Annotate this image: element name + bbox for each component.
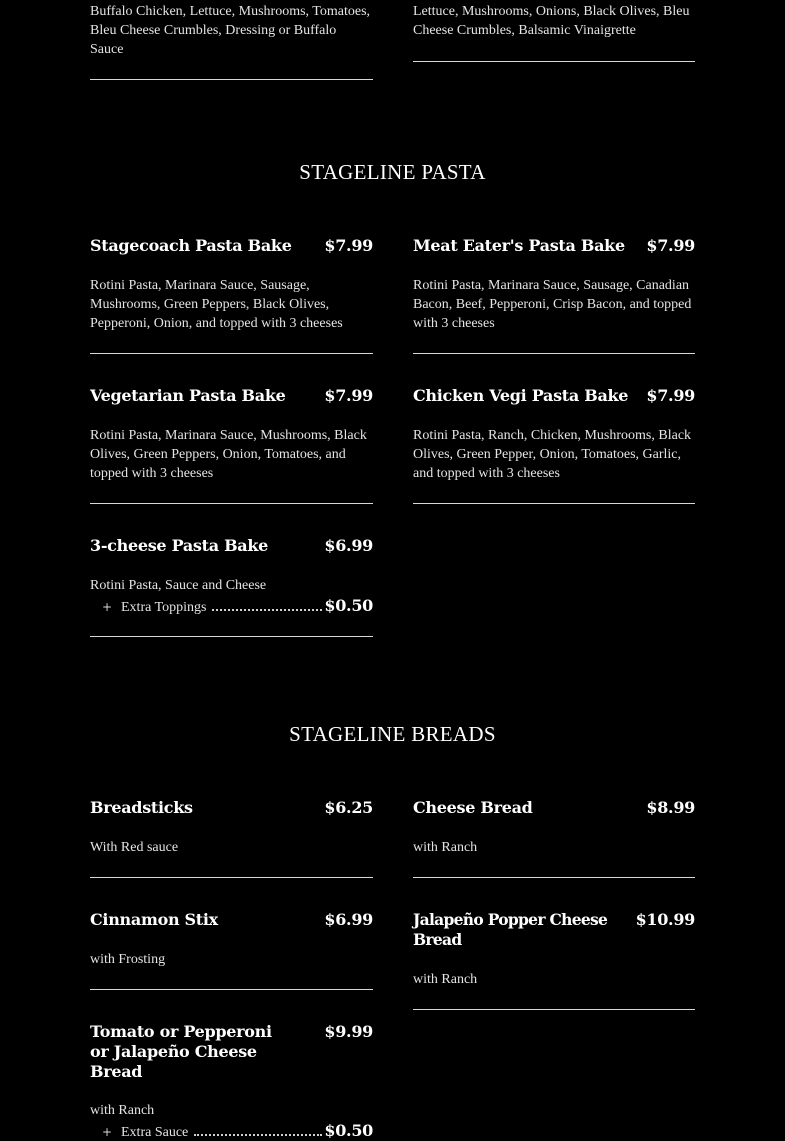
extra-name: Extra Toppings — [121, 600, 207, 615]
item-price: $7.99 — [324, 236, 373, 255]
divider — [413, 503, 695, 504]
item-description: Rotini Pasta, Marinara Sauce, Mushrooms, Black Olives, Green Peppers, Onion, Tomatoes, and topped with 3 cheeses — [90, 428, 367, 481]
extra-option[interactable] — [90, 1121, 373, 1141]
extra-price: $0.50 — [324, 1121, 373, 1140]
divider — [413, 877, 695, 878]
divider — [90, 79, 373, 80]
extra-price: $0.50 — [324, 596, 373, 615]
item-name: Tomato or Pepperoni or Jalapeño Cheese Bread — [90, 1022, 272, 1081]
item-description: Buffalo Chicken, Lettuce, Mushrooms, Tomatoes, Bleu Cheese Crumbles, Dressing or Buffalo Sauce — [90, 4, 371, 57]
divider — [90, 989, 373, 990]
item-price: $6.99 — [324, 910, 373, 929]
item-name: Cinnamon Stix — [90, 910, 218, 929]
salad-card-right — [413, 0, 695, 62]
divider — [90, 636, 373, 637]
item-price: $6.25 — [324, 798, 373, 817]
item-description: with Ranch — [413, 840, 478, 855]
menu-item[interactable] — [90, 236, 373, 354]
menu-item[interactable] — [413, 386, 695, 504]
item-description: Rotini Pasta, Marinara Sauce, Sausage, Canadian Bacon, Beef, Pepperoni, Crisp Bacon, and topped with 3 cheeses — [413, 278, 692, 331]
item-description: Rotini Pasta, Ranch, Chicken, Mushrooms, Black Olives, Green Pepper, Onion, Tomatoes, Garlic, and topped with 3 cheeses — [413, 428, 692, 481]
item-name: Meat Eater's Pasta Bake — [413, 236, 625, 255]
menu-item[interactable] — [413, 798, 695, 878]
item-description: Rotini Pasta, Marinara Sauce, Sausage, Mushrooms, Green Peppers, Black Olives, Pepperoni, Onion, and topped with 3 cheeses — [90, 278, 343, 331]
item-price: $7.99 — [646, 236, 695, 255]
item-price: $9.99 — [324, 1022, 373, 1041]
menu-item[interactable] — [413, 910, 695, 1010]
item-name: Cheese Bread — [413, 798, 533, 817]
item-price: $7.99 — [324, 386, 373, 405]
menu-item[interactable] — [90, 1022, 373, 1141]
plus-icon: + — [102, 600, 113, 614]
menu-item[interactable] — [90, 386, 373, 504]
item-name: Vegetarian Pasta Bake — [90, 386, 286, 405]
divider — [413, 353, 695, 354]
divider — [413, 1009, 695, 1010]
item-description: Rotini Pasta, Sauce and Cheese — [90, 578, 267, 593]
item-price: $6.99 — [324, 536, 373, 555]
divider — [90, 353, 373, 354]
dot-leader — [194, 1133, 322, 1136]
item-price: $8.99 — [646, 798, 695, 817]
menu-item[interactable] — [413, 236, 695, 354]
item-description: with Ranch — [90, 1103, 155, 1118]
plus-icon: + — [102, 1125, 113, 1139]
item-name: 3-cheese Pasta Bake — [90, 536, 269, 555]
item-price: $10.99 — [635, 910, 695, 929]
section-title-pasta: STAGELINE PASTA — [299, 160, 486, 184]
extra-name: Extra Sauce — [121, 1125, 189, 1140]
item-description: Lettuce, Mushrooms, Onions, Black Olives, Bleu Cheese Crumbles, Balsamic Vinaigrette — [413, 4, 690, 38]
item-name: Breadsticks — [90, 798, 193, 817]
item-name: Stagecoach Pasta Bake — [90, 236, 292, 255]
item-name: Jalapeño Popper Cheese Bread — [413, 910, 608, 949]
dot-leader — [212, 608, 322, 611]
divider — [90, 877, 373, 878]
item-description: With Red sauce — [90, 840, 179, 855]
salad-card-left — [90, 0, 373, 80]
menu-item[interactable] — [90, 910, 373, 990]
item-description: with Ranch — [413, 972, 478, 987]
item-name: Chicken Vegi Pasta Bake — [413, 386, 629, 405]
divider — [413, 61, 695, 62]
extra-option[interactable] — [90, 596, 373, 616]
item-description: with Frosting — [90, 952, 166, 967]
menu-item[interactable] — [90, 798, 373, 878]
item-price: $7.99 — [646, 386, 695, 405]
divider — [90, 503, 373, 504]
section-title-breads: STAGELINE BREADS — [289, 722, 496, 746]
menu-item[interactable] — [90, 536, 373, 637]
